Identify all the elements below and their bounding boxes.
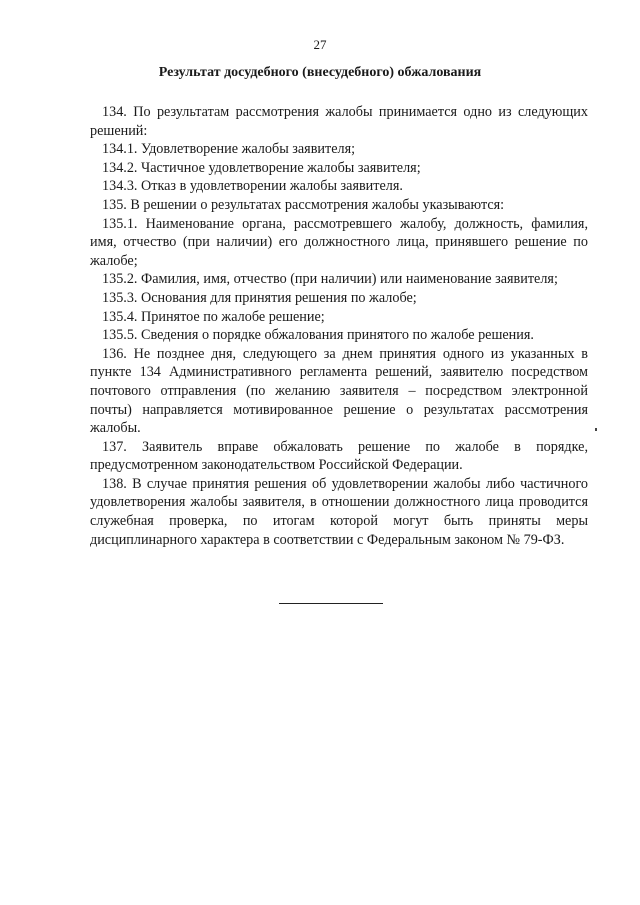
paragraph-135-5: 135.5. Сведения о порядке обжалования принятого по жалобе решения. — [102, 327, 534, 344]
section-title: Результат досудебного (внесудебного) обжалования — [158, 65, 482, 80]
paragraph-135-3: 135.3. Основания для принятия решения по жалобе; — [102, 289, 417, 306]
paragraph-136: 136. Не позднее дня, следующего за днем принятия одного из указанных в пункте 134 Административного регламента решений, заявителю посредством почтового отправления (по желанию заявителя – посредством электронной почты) направляется мотивированное решение о результатах рассмотрения жалобы. — [90, 345, 588, 437]
paragraph-134-2: 134.2. Частичное удовлетворение жалобы заявителя; — [102, 159, 421, 176]
paragraph-134-3: 134.3. Отказ в удовлетворении жалобы заявителя. — [102, 178, 403, 195]
paragraph-135-4: 135.4. Принятое по жалобе решение; — [102, 308, 325, 325]
paragraph-138: 138. В случае принятия решения об удовлетворении жалобы либо частичного удовлетворения жалобы заявителя, в отношении должностного лица проводится служебная проверка, по итогам которой могут быть приняты меры дисциплинарного характера в соответствии с Федеральным законом № 79-ФЗ. — [90, 475, 588, 548]
document-body — [90, 103, 588, 549]
paragraph-135-1: 135.1. Наименование органа, рассмотревшего жалобу, должность, фамилия, имя, отчество (при наличии) его должностного лица, принявшего решение по жалобе; — [90, 215, 588, 269]
paragraph-135: 135. В решении о результатах рассмотрения жалобы указываются: — [102, 196, 505, 213]
paragraph-134-1: 134.1. Удовлетворение жалобы заявителя; — [102, 141, 356, 158]
end-separator-line — [279, 603, 383, 604]
paragraph-135-2: 135.2. Фамилия, имя, отчество (при наличии) или наименование заявителя; — [102, 271, 558, 288]
scan-speck — [595, 428, 597, 431]
paragraph-137: 137. Заявитель вправе обжаловать решение по жалобе в порядке, предусмотренном законодательством Российской Федерации. — [90, 438, 588, 474]
paragraph-134: 134. По результатам рассмотрения жалобы принимается одно из следующих решений: — [90, 104, 588, 139]
page-number: 27 — [313, 37, 327, 52]
